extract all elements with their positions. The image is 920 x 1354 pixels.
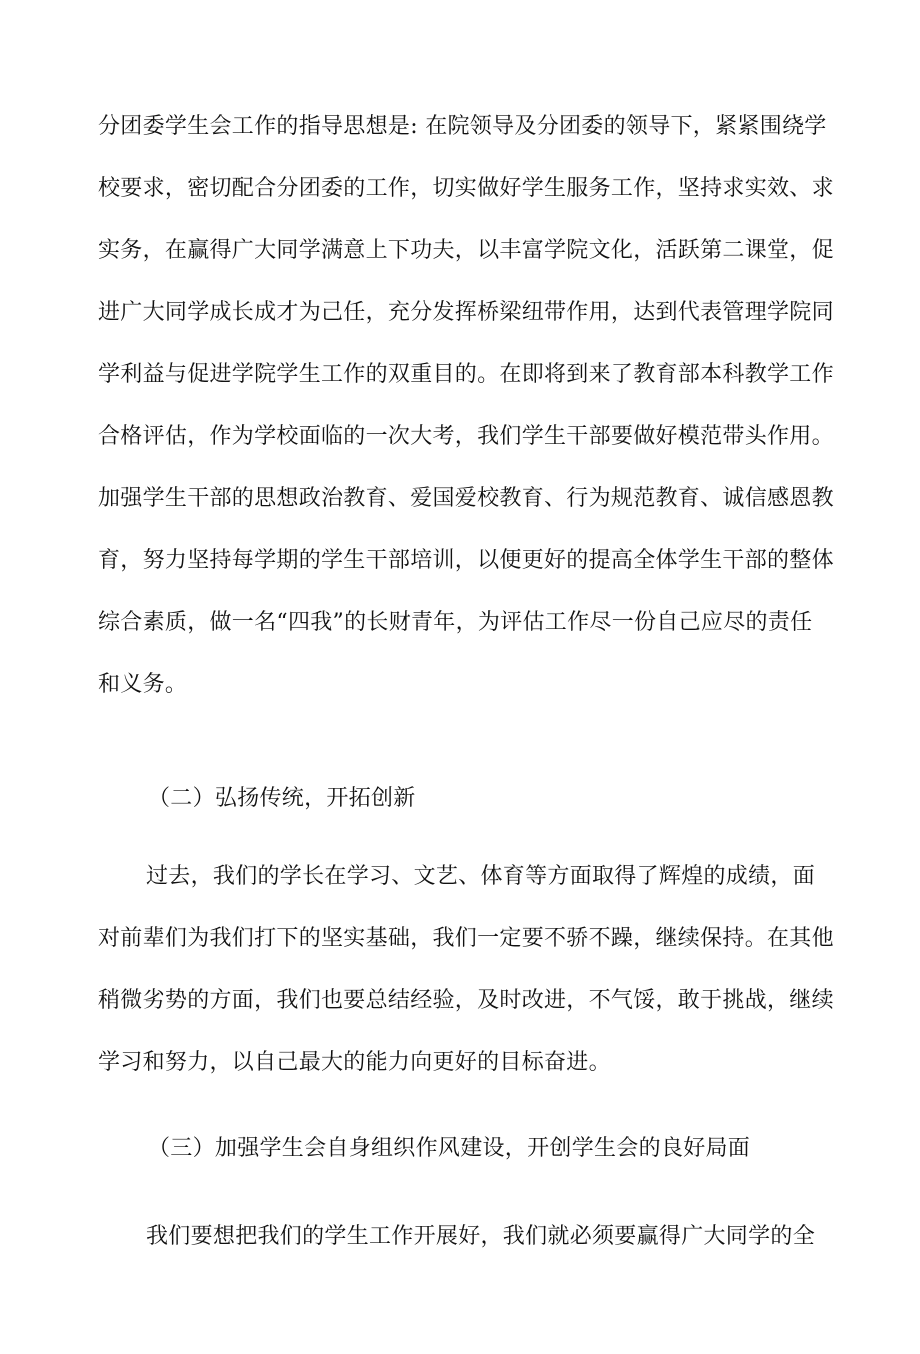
text-line: 过去，我们的学长在学习、文艺、体育等方面取得了辉煌的成绩，面 (146, 864, 816, 889)
section-heading-2: （二）弘扬传统，开拓创新 (148, 786, 416, 811)
text-line: 学习和努力，以自己最大的能力向更好的目标奋进。 (98, 1050, 611, 1075)
section-heading-3: （三）加强学生会自身组织作风建设，开创学生会的良好局面 (148, 1136, 751, 1161)
text-line: 综合素质，做一名“四我”的长财青年，为评估工作尽一份自己应尽的责任 (98, 610, 813, 635)
text-line: 和义务。 (98, 672, 188, 697)
text-line: 校要求，密切配合分团委的工作，切实做好学生服务工作，坚持求实效、求 (98, 176, 834, 201)
text-line: 稍微劣势的方面，我们也要总结经验，及时改进，不气馁，敢于挑战，继续 (98, 988, 834, 1013)
text-line: 加强学生干部的思想政治教育、爱国爱校教育、行为规范教育、诚信感恩教 (98, 486, 834, 511)
text-line: 育，努力坚持每学期的学生干部培训，以便更好的提高全体学生干部的整体 (98, 548, 834, 573)
text-line: 分团委学生会工作的指导思想是: 在院领导及分团委的领导下，紧紧围绕学 (98, 114, 827, 139)
text-line: 合格评估，作为学校面临的一次大考，我们学生干部要做好模范带头作用。 (98, 424, 834, 449)
text-line: 进广大同学成长成才为己任，充分发挥桥梁纽带作用，达到代表管理学院同 (98, 300, 834, 325)
text-line: 我们要想把我们的学生工作开展好，我们就必须要赢得广大同学的全 (146, 1224, 816, 1249)
text-line: 对前辈们为我们打下的坚实基础，我们一定要不骄不躁，继续保持。在其他 (98, 926, 834, 951)
text-line: 实务，在赢得广大同学满意上下功夫，以丰富学院文化，活跃第二课堂，促 (98, 238, 834, 263)
text-line: 学利益与促进学院学生工作的双重目的。在即将到来了教育部本科教学工作 (98, 362, 834, 387)
